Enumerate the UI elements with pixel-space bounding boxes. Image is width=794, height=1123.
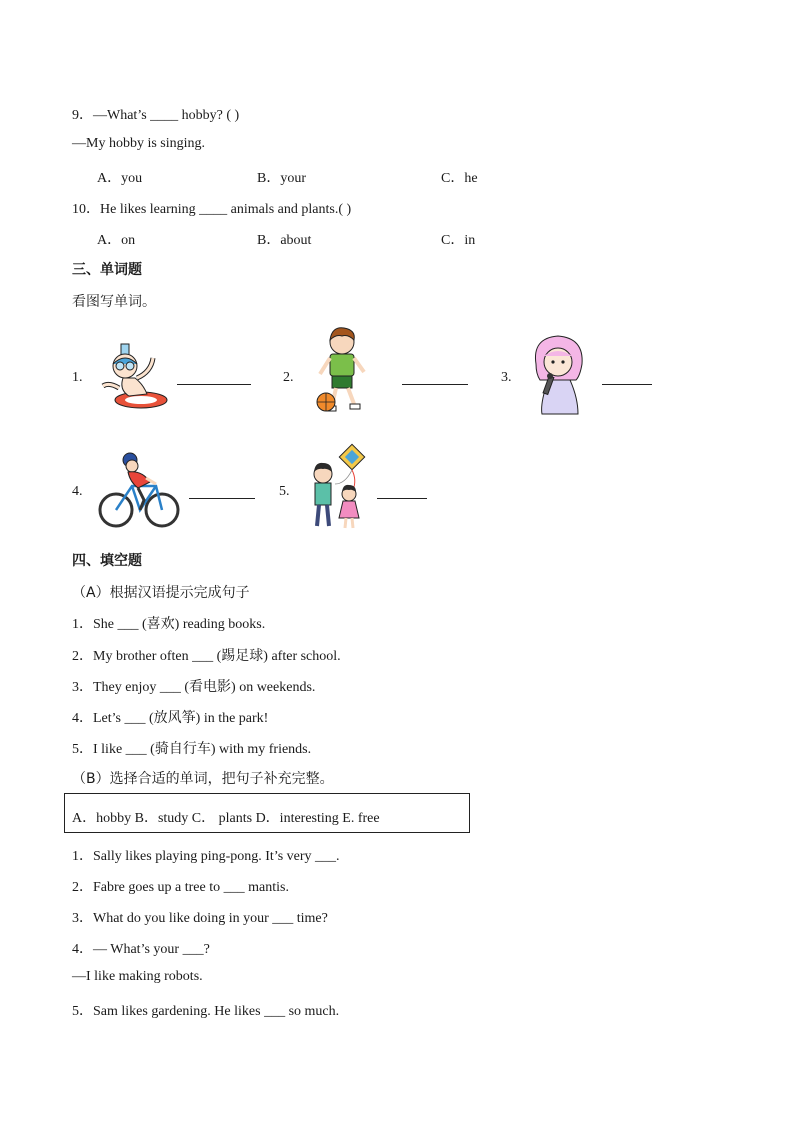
part-b-item: 1．Sally likes playing ping-pong. It’s very ___. bbox=[72, 849, 340, 864]
picture-item-number: 1. bbox=[72, 370, 83, 385]
part-a-item: 5．I like ___ (骑自行车) with my friends. bbox=[72, 742, 312, 757]
q9-option-a: A．you bbox=[97, 171, 143, 186]
part-b-item: 5．Sam likes gardening. He likes ___ so much. bbox=[72, 1004, 340, 1019]
question-10: 10．He likes learning ____ animals and plants.( ) bbox=[72, 202, 352, 217]
q10-option-b: B．about bbox=[257, 233, 312, 248]
girl-singing-icon bbox=[530, 334, 588, 420]
part-a-item: 4．Let’s ___ (放风筝) in the park! bbox=[72, 711, 269, 726]
picture-item-number: 3. bbox=[501, 370, 512, 385]
q9-option-c: C．he bbox=[441, 171, 478, 186]
section-3-title: 三、单词题 bbox=[72, 262, 142, 278]
picture-item-number: 4. bbox=[72, 484, 83, 499]
part-b-item: 3．What do you like doing in your ___ time? bbox=[72, 911, 328, 926]
answer-blank-4[interactable] bbox=[189, 498, 255, 499]
question-9: 9．—What’s ____ hobby? ( ) bbox=[72, 108, 240, 123]
section-4-title: 四、填空题 bbox=[72, 553, 142, 569]
picture-item-number: 2. bbox=[283, 370, 294, 385]
question-9-answer: —My hobby is singing. bbox=[72, 136, 206, 151]
answer-blank-5[interactable] bbox=[377, 498, 427, 499]
part-a-item: 1．She ___ (喜欢) reading books. bbox=[72, 617, 266, 632]
q10-option-a: A．on bbox=[97, 233, 136, 248]
answer-blank-1[interactable] bbox=[177, 384, 251, 385]
part-a-title: （A）根据汉语提示完成句子 bbox=[72, 585, 250, 601]
part-a-item: 3．They enjoy ___ (看电影) on weekends. bbox=[72, 680, 316, 695]
boy-basketball-icon bbox=[312, 326, 374, 418]
swimming-girl-icon bbox=[95, 342, 171, 410]
word-bank-options: A．hobby B．study C． plants D．interesting E. free bbox=[72, 811, 380, 826]
part-b-item: 2．Fabre goes up a tree to ___ mantis. bbox=[72, 880, 289, 895]
picture-item-number: 5. bbox=[279, 484, 290, 499]
part-b-title: （B）选择合适的单词，把句子补充完整。 bbox=[72, 771, 334, 787]
q10-option-c: C．in bbox=[441, 233, 476, 248]
kids-flying-kite-icon bbox=[305, 444, 373, 534]
q9-option-b: B．your bbox=[257, 171, 306, 186]
section-3-instruction: 看图写单词。 bbox=[72, 294, 156, 310]
answer-blank-3[interactable] bbox=[602, 384, 652, 385]
answer-blank-2[interactable] bbox=[402, 384, 468, 385]
part-b-item: 4．— What’s your ___? bbox=[72, 942, 210, 957]
cyclist-icon bbox=[98, 452, 180, 530]
part-a-item: 2．My brother often ___ (踢足球) after school. bbox=[72, 649, 341, 664]
part-b-item-answer: —I like making robots. bbox=[72, 969, 203, 984]
